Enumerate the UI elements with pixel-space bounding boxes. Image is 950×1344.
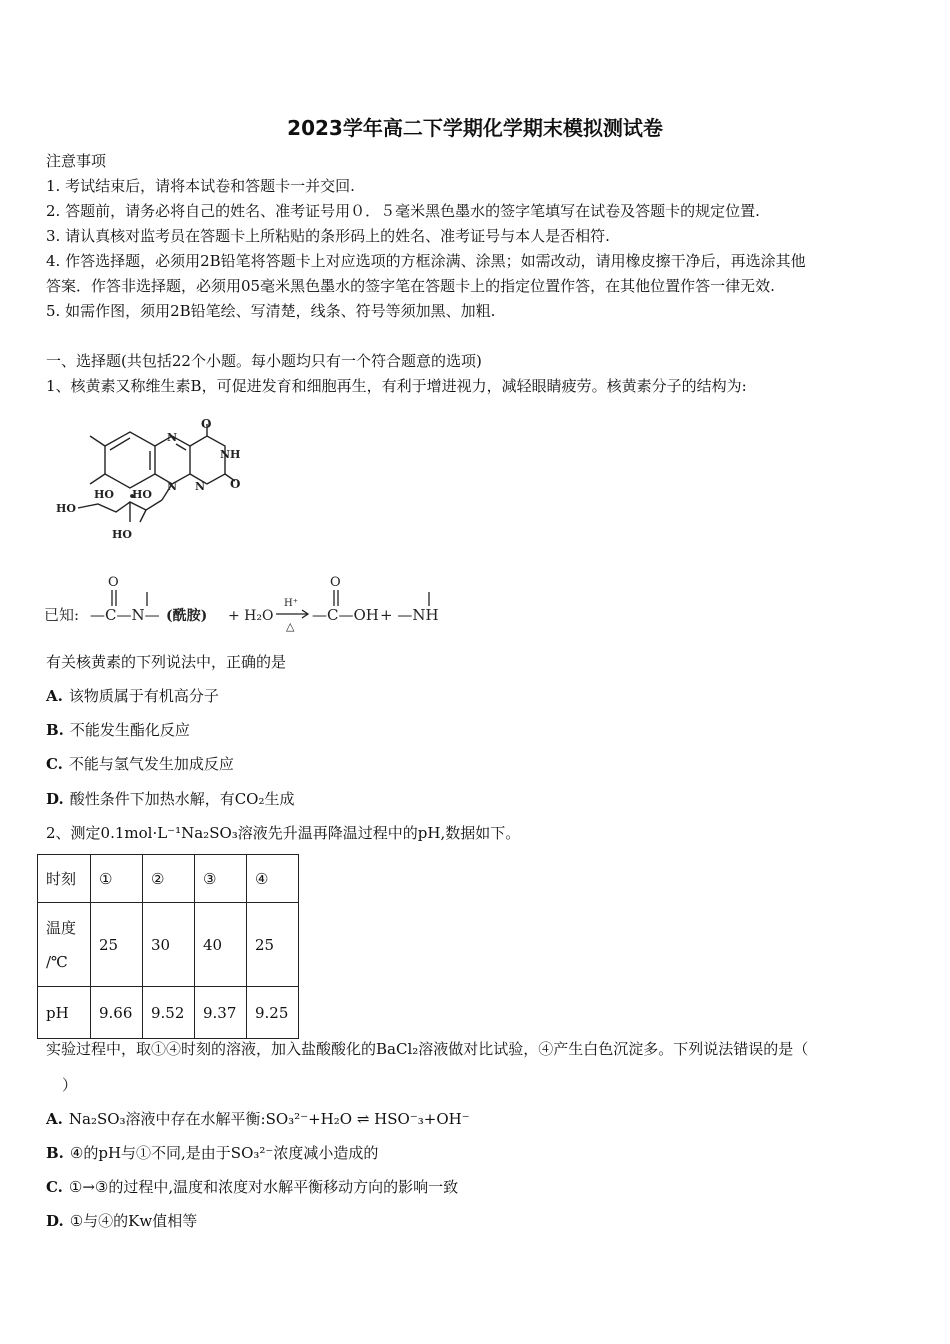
ph-data-table [37, 854, 299, 1039]
table-cell: 25 [91, 903, 143, 987]
table-cell: ① [91, 855, 143, 903]
structure-label: HO [56, 502, 76, 515]
structure-label: HO [132, 488, 152, 501]
known-prefix: 已知: [44, 606, 80, 624]
row-header: pH [38, 987, 91, 1039]
notice-item: 5. 如需作图，须用2B铅笔绘、写清楚，线条、符号等须加黑、加粗. [46, 302, 496, 320]
table-cell: 25 [247, 903, 299, 987]
structure-label: NH [220, 448, 241, 461]
table-cell: 9.25 [247, 987, 299, 1039]
table-cell: ③ [195, 855, 247, 903]
table-cell: 9.37 [195, 987, 247, 1039]
question-1-stem: 1、核黄素又称维生素B，可促进发育和细胞再生，有利于增进视力，减轻眼睛疲劳。核黄素分子的结构为: [46, 377, 747, 395]
amide-hydrolysis-equation [40, 572, 460, 634]
amide-group: —C—N— [90, 606, 160, 624]
acid-oxygen: O [330, 575, 341, 590]
option-a: A. 该物质属于有机高分子 [46, 687, 219, 705]
table-cell: ② [143, 855, 195, 903]
option-d: D. 酸性条件下加热水解，有CO₂生成 [46, 790, 295, 808]
row-header: 温度 /℃ [38, 903, 91, 987]
option-b: B. 不能发生酯化反应 [46, 721, 190, 739]
table-cell: ④ [247, 855, 299, 903]
notice-item: 2. 答题前，请务必将自己的姓名、准考证号用０．５毫米黑色墨水的签字笔填写在试卷及答题卡的规定位置. [46, 202, 760, 220]
structure-label: N [195, 480, 206, 493]
notice-item: 4. 作答选择题，必须用2B铅笔将答题卡上对应选项的方框涂满、涂黑；如需改动，请用橡皮擦干净后，再选涂其他 [46, 252, 806, 270]
structure-label: N [167, 480, 178, 493]
page-title: 2023学年高二下学期化学期末模拟测试卷 [287, 116, 663, 140]
structure-label: HO [94, 488, 114, 501]
structure-label: HO [112, 528, 132, 541]
option-c: C. ①→③的过程中,温度和浓度对水解平衡移动方向的影响一致 [46, 1178, 459, 1196]
answer-bracket: ） [62, 1076, 78, 1094]
structure-label: O [230, 477, 241, 491]
notice-item: 1. 考试结束后，请将本试卷和答题卡一并交回. [46, 177, 355, 195]
row-header: 时刻 [38, 855, 91, 903]
acid-catalyst: H⁺ [284, 598, 298, 609]
amide-oxygen: O [108, 575, 119, 590]
carboxyl-group: —C—OH [312, 606, 379, 624]
option-a: A. Na₂SO₃溶液中存在水解平衡:SO₃²⁻+H₂O ⇌ HSO⁻₃+OH⁻ [46, 1110, 470, 1128]
notice-item: 答案．作答非选择题，必须用05毫米黑色墨水的签字笔在答题卡上的指定位置作答，在其他位置作答一律无效. [46, 277, 775, 295]
structure-label: N [167, 431, 178, 444]
option-d: D. ①与④的Kw值相等 [46, 1212, 198, 1230]
question-2-stem: 2、测定0.1mol·L⁻¹Na₂SO₃溶液先升温再降温过程中的pH,数据如下。 [46, 824, 521, 842]
heat-symbol: △ [286, 620, 295, 633]
structure-label: O [201, 418, 212, 431]
option-b: B. ④的pH与①不同,是由于SO₃²⁻浓度减小造成的 [46, 1144, 379, 1162]
table-row [38, 855, 299, 903]
table-row [38, 903, 299, 987]
plus-water: + H₂O [228, 608, 274, 624]
section-heading: 一、选择题(共包括22个小题。每小题均只有一个符合题意的选项) [46, 352, 482, 370]
question-1-prompt: 有关核黄素的下列说法中，正确的是 [46, 653, 287, 671]
amide-label: (酰胺) [166, 608, 208, 624]
amine-group: + —NH [380, 606, 439, 624]
notice-item: 3. 请认真核对监考员在答题卡上所粘贴的条形码上的姓名、准考证号与本人是否相符. [46, 227, 610, 245]
table-cell: 30 [143, 903, 195, 987]
question-2-text: 实验过程中，取①④时刻的溶液，加入盐酸酸化的BaCl₂溶液做对比试验，④产生白色沉淀多。下列说法错误的是（ [46, 1040, 809, 1058]
table-cell: 9.66 [91, 987, 143, 1039]
table-cell: 9.52 [143, 987, 195, 1039]
option-c: C. 不能与氢气发生加成反应 [46, 755, 234, 773]
notice-heading: 注意事项 [46, 152, 107, 170]
table-row [38, 987, 299, 1039]
table-cell: 40 [195, 903, 247, 987]
riboflavin-structure [50, 418, 260, 548]
